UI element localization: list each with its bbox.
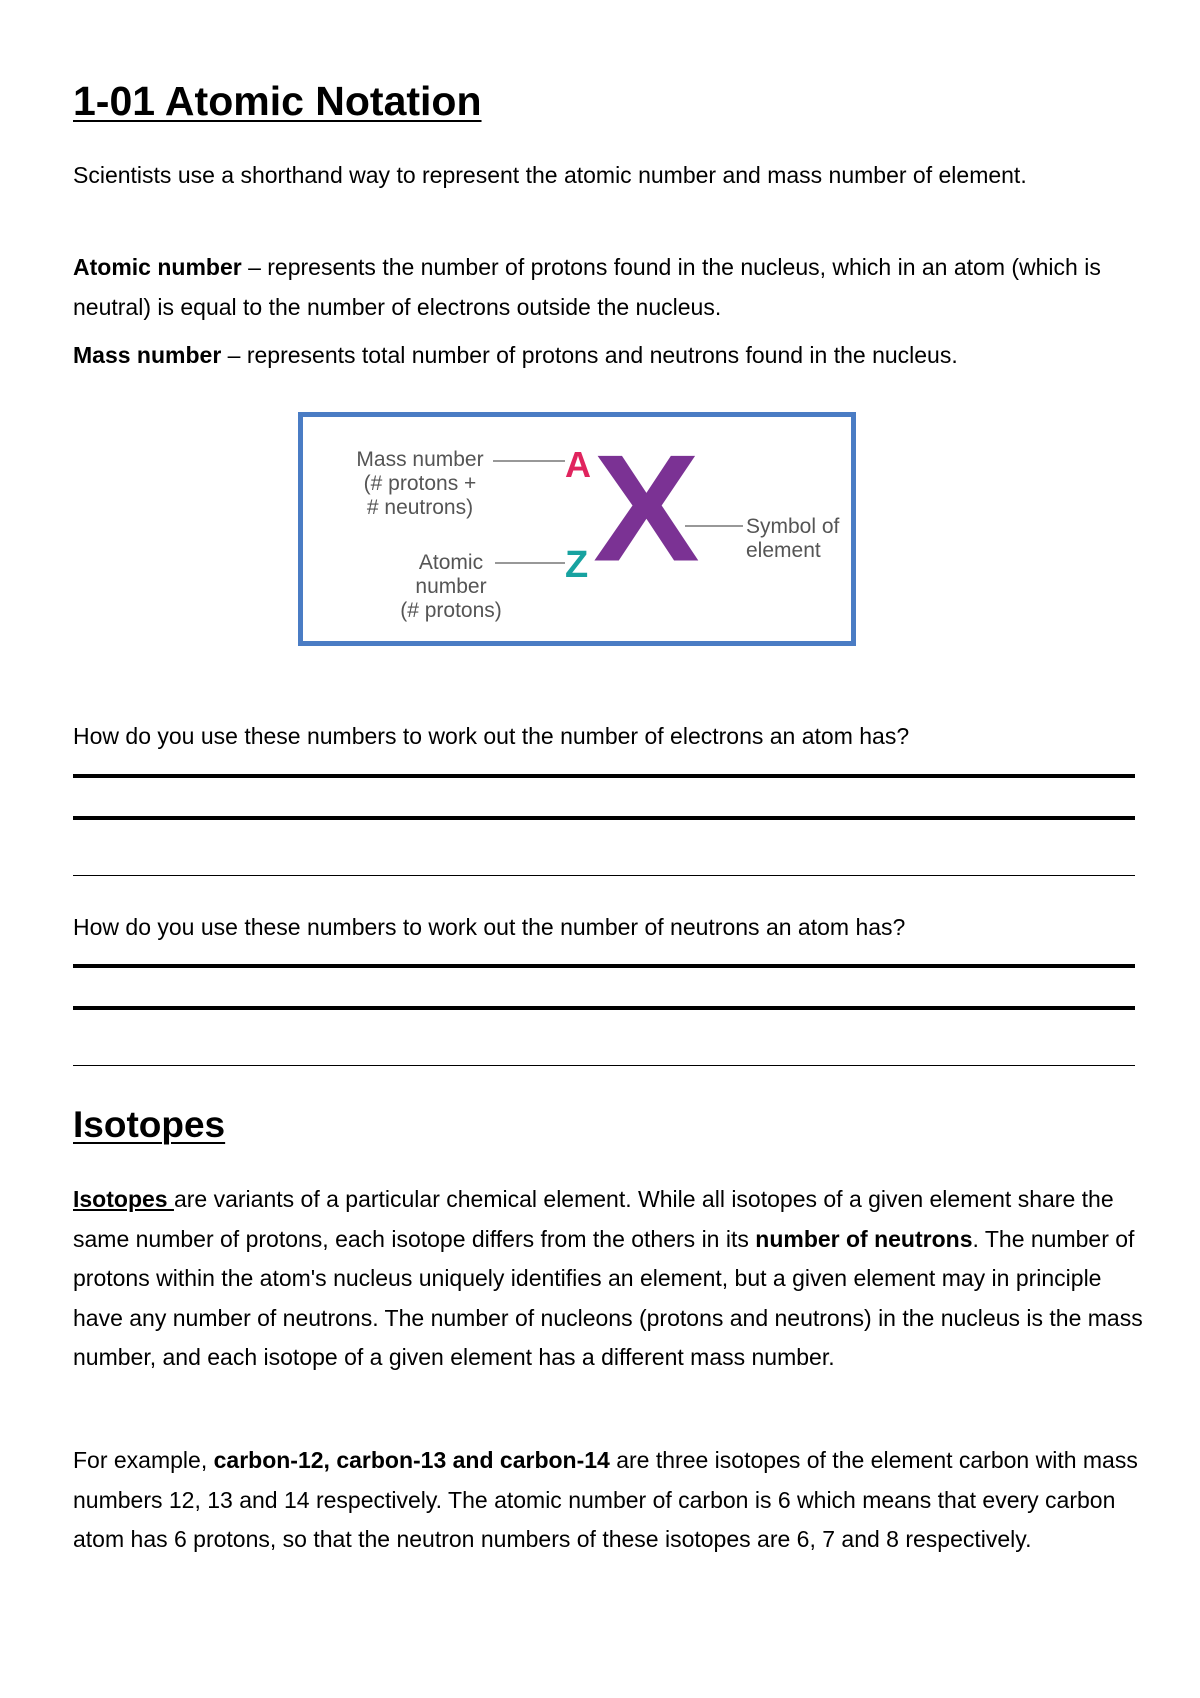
- intro-paragraph: Scientists use a shorthand way to represent the atomic number and mass number of element.: [73, 162, 1027, 188]
- mass-number-term: Mass number: [73, 342, 222, 368]
- atomic-notation-diagram: [298, 412, 856, 646]
- isotopes-paragraph-2: [73, 1441, 1143, 1560]
- atomic-number-definition: [73, 248, 1143, 327]
- answer-line: [73, 816, 1135, 820]
- question-electrons: How do you use these numbers to work out the number of electrons an atom has?: [73, 723, 910, 749]
- answer-line: [73, 1065, 1135, 1066]
- isotopes-paragraph-1: [73, 1180, 1143, 1378]
- atomic-number-text: – represents the number of protons found in the nucleus, which in an atom (which is neutral) is equal to the number of electrons outside the nucleus.: [73, 254, 1101, 320]
- number-of-neutrons-bold: number of neutrons: [755, 1225, 973, 1252]
- isotopes-heading: Isotopes: [73, 1104, 226, 1145]
- atomic-label-line-3: (# protons): [400, 599, 502, 622]
- mass-number-definition: [73, 336, 1143, 376]
- atomic-number-letter: Z: [565, 544, 589, 586]
- isotopes-text-2: . The number of protons within the atom's nucleus uniquely identifies an element, but a given element may in principle have any number of neutrons. The number of nucleons (protons and neutrons) in the nucleus is the mass number, and each isotope of a given element has a different mass number.: [73, 1225, 1143, 1370]
- mass-label-line-2: (# protons +: [363, 472, 477, 495]
- atomic-label-line-2: number: [415, 575, 487, 598]
- symbol-label-line-2: element: [746, 539, 821, 562]
- mass-label-line-1: Mass number: [356, 448, 484, 471]
- mass-number-letter: A: [565, 444, 591, 485]
- page-title: 1-01 Atomic Notation: [73, 78, 482, 124]
- example-text-1: For example,: [73, 1447, 214, 1473]
- atomic-label-line-1: Atomic: [418, 551, 484, 574]
- answer-line: [73, 774, 1135, 778]
- question-neutrons: How do you use these numbers to work out the number of neutrons an atom has?: [73, 914, 906, 940]
- atomic-number-term: Atomic number: [73, 254, 242, 280]
- answer-line: [73, 875, 1135, 876]
- answer-line: [73, 964, 1135, 968]
- isotopes-text-1: are variants of a particular chemical element. While all isotopes of a given element share the same number of protons, each isotope differs from the others in its: [73, 1186, 1114, 1252]
- mass-label-line-3: # neutrons): [366, 496, 474, 519]
- carbon-isotopes-bold: carbon-12, carbon-13 and carbon-14: [213, 1447, 610, 1473]
- answer-line: [73, 1006, 1135, 1010]
- mass-number-text: – represents total number of protons and neutrons found in the nucleus.: [221, 342, 958, 368]
- element-symbol-letter: X: [593, 424, 700, 594]
- isotopes-term: Isotopes: [73, 1186, 174, 1212]
- example-text-2: are three isotopes of the element carbon with mass numbers 12, 13 and 14 respectively. The atomic number of carbon is 6 which means that every carbon atom has 6 protons, so that the neutron numbers of these isotopes are 6, 7 and 8 respectively.: [73, 1447, 1138, 1552]
- symbol-label-line-1: Symbol of: [746, 515, 840, 538]
